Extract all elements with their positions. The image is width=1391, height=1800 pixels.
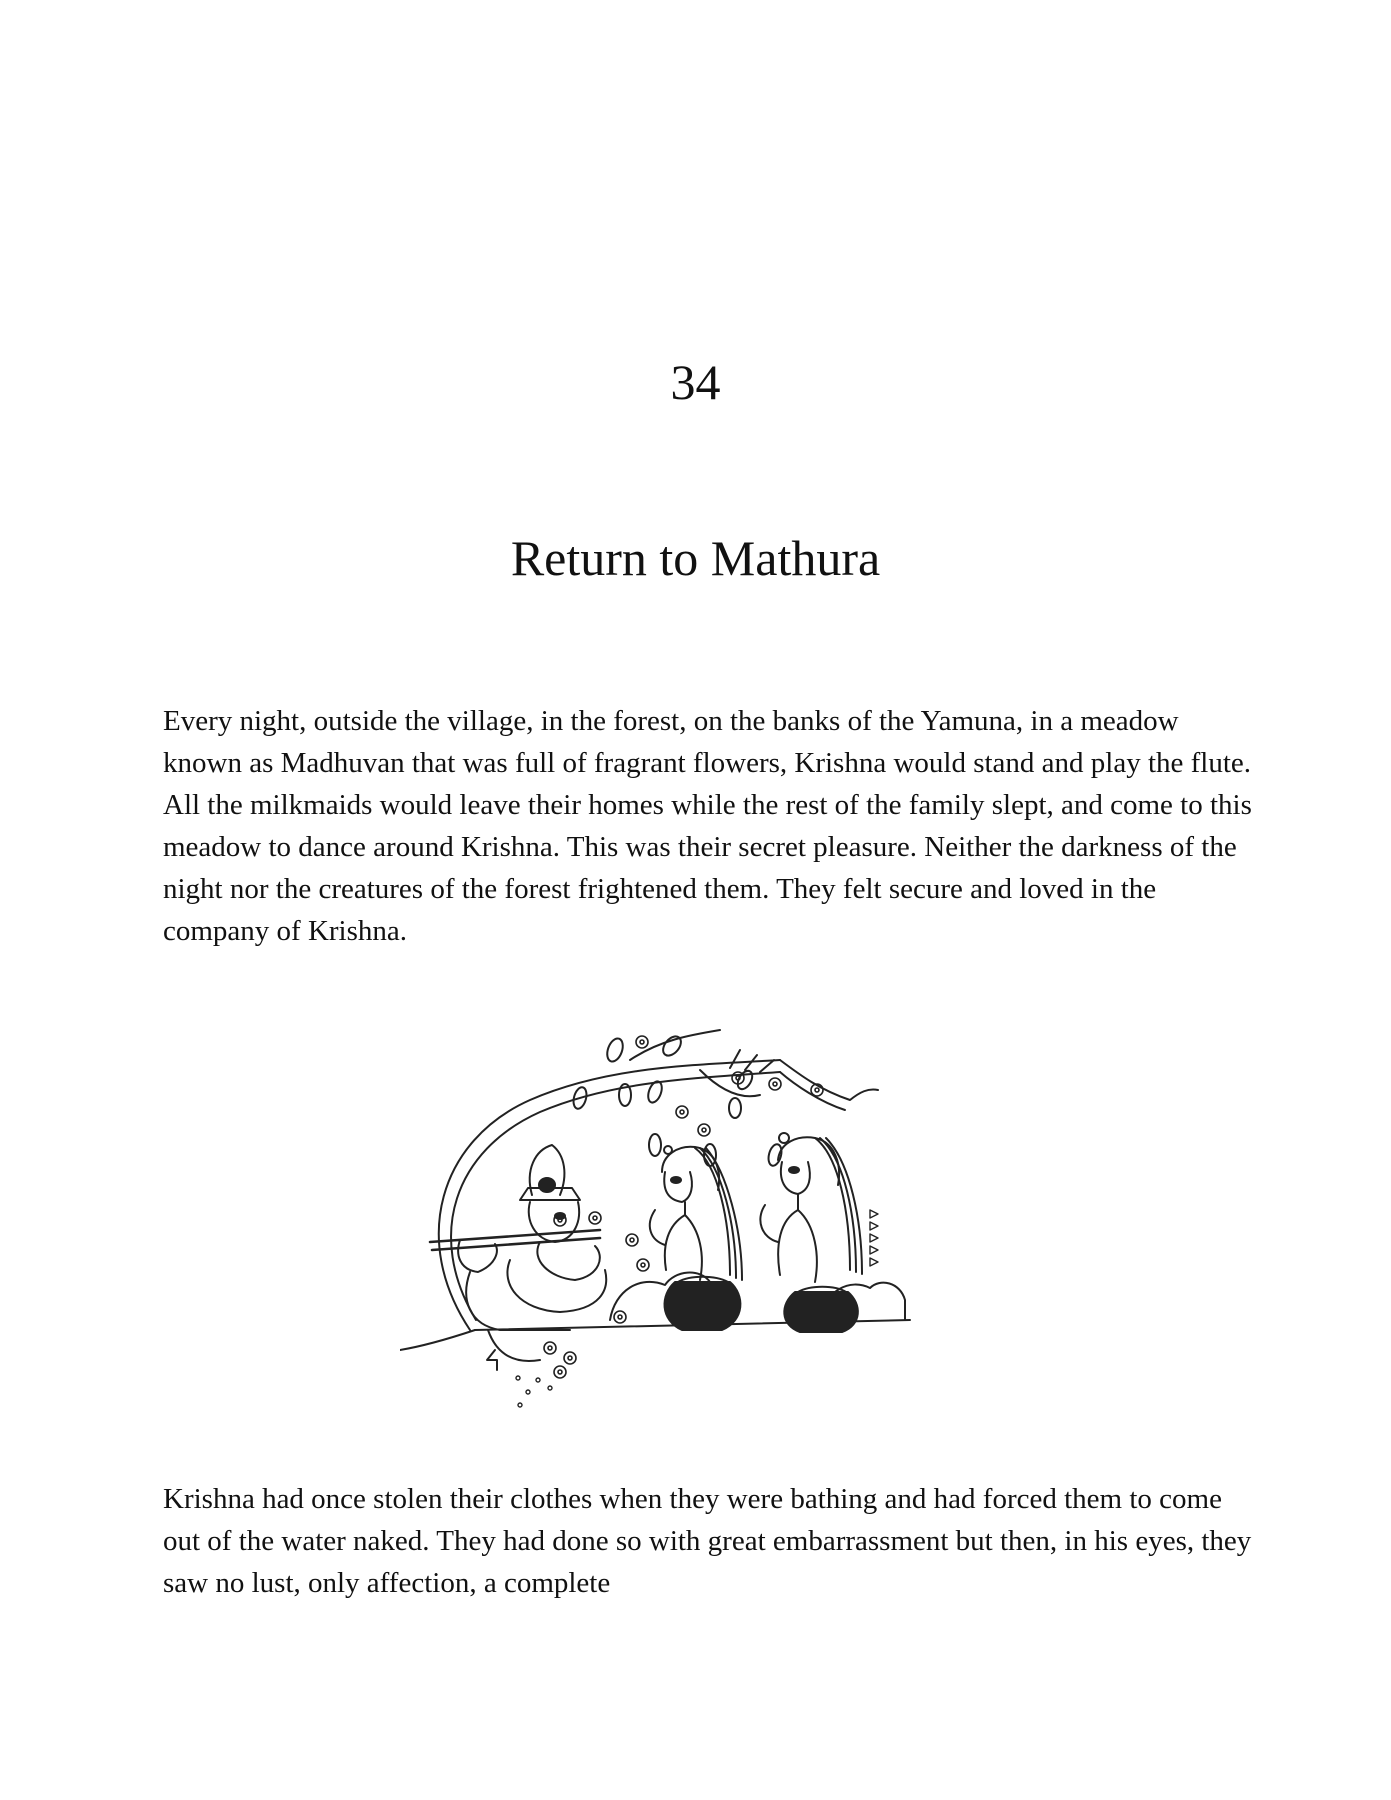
krishna-flute-milkmaids-illustration-icon	[400, 1020, 1000, 1460]
chapter-number: 34	[670, 354, 721, 410]
paragraph-1: Every night, outside the village, in the forest, on the banks of the Yamuna, in a meadow known as Madhuvan that was full of fragrant flowers, Krishna would stand and play the flute. All the milkmaids would leave their homes while the rest of the family slept, and come to this meadow to dance around Krishna. This was their secret pleasure. Neither the darkness of the night nor the creatures of the forest frightened them. They felt secure and loved in the company of Krishna.	[163, 705, 1252, 947]
illustration	[400, 1020, 1000, 1460]
chapter-title: Return to Mathura	[510, 530, 881, 586]
paragraph-2: Krishna had once stolen their clothes when they were bathing and had forced them to come out of the water naked. They had done so with great embarrassment but then, in his eyes, they saw no lust, only affection, a complete	[163, 1483, 1252, 1599]
